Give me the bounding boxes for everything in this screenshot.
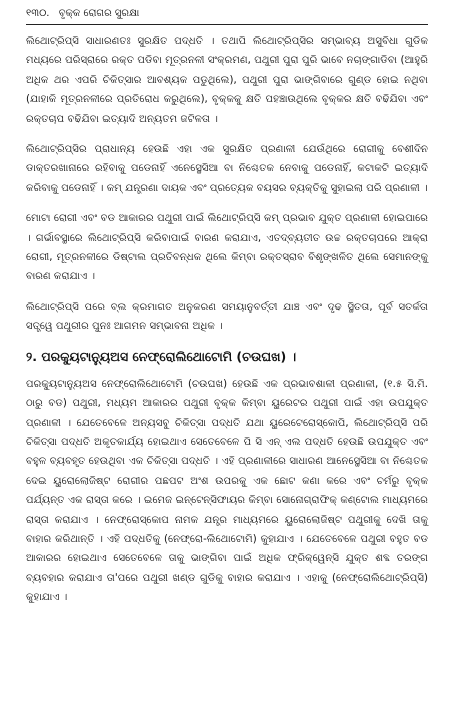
paragraph-recurrence: ଲିଥୋଟ୍ରିପ୍ସି ପରେ ବ୍ଲ କ୍ରମାଗତ ଅନୁକରଣ ସମୟାନୁବର୍ତ୍ତୀ ଯାଞ୍ଚ ଏବଂ ଦୃଢ ସ୍ଥିତତା, ପୂର୍ବ ସତର୍କତା ସତ୍ତ୍ୱେ ପଥୁରୀର ପୁନଃ ଆଗମନ ସମ୍ଭାବନା ଅଧିକ । xyxy=(26,301,428,333)
running-header xyxy=(26,7,428,21)
page-number: ୧୩୦. xyxy=(26,8,50,19)
section-heading: ୨. ପରକ୍ୟୁଟାନ୍ୟୁଅସ ନେଫ୍ରୋଲିଥୋଟୋମି (ଚଉଘଖ) । xyxy=(26,348,297,364)
header-divider xyxy=(26,24,428,25)
paragraph-complications: ଲିଥୋଟ୍ରିପ୍ସି ସାଧାରଣତଃ ସୁରକ୍ଷିତ ପଦ୍ଧତି । ତଥାପି ଲିଥୋଟ୍ରିପ୍ସିର ସମ୍ଭାବ୍ୟ ଅସୁବିଧା ଗୁଡିକ ମଧ୍ୟରେ ପରିସ୍ରାରେ ରକ୍ତ ପଡିବା ମୂତ୍ରନଳୀ ସଂକ୍ରମଣ, ପଥୁରୀ ପୁରା ପୁରି ଭାବେ ନଚାଙ୍ଗାଡିବା (ଆହୁରି ଅଧିକ ଥର ଏପରି ଚିକିତ୍ସାର ଆବଶ୍ୟକ ପଡୁଥିଲେ), ପଥୁରୀ ପୁରା ଭାଙ୍ଗିବାରେ ଗୁଣ୍ଡ ହୋଇ ନଥିବା (ଯାହାକି ମୂତ୍ରନଳୀରେ ପ୍ରତିରୋଧ କରୁଥିଲେ), ବୃକ୍କକୁ କ୍ଷତି ପହଞ୍ଚାଉଥିଲେ ବୃକ୍କର କ୍ଷତି ବଢିଯିବା ଏବଂ ରକ୍ତଚାପ ବଢିଯିବା ଇତ୍ୟାଦି ଅନ୍ୟତମ ଜଟିଳତା । xyxy=(26,36,428,125)
paragraph-contraindications: ମୋଟା ରୋଗୀ ଏବଂ ବଡ ଆକାରର ପଥୁରୀ ପାଇଁ ଲିଥୋଟ୍ରିପ୍ସି କମ୍ ପ୍ରଭାବ ଯୁକ୍ତ ପ୍ରଣାଳୀ ହୋଇପାରେ । ଗର୍ଭାବସ୍ଥାରେ ଲିଥୋଟ୍ରିପ୍ସି କରିବାପାଇଁ ବାରଣ କରାଯାଏ, ଏତଦ୍ବ୍ୟତୀତ ଉଚ୍ଚ ରକ୍ତଚାପରେ ଆକ୍ରା ରୋଗୀ, ମୂତ୍ରନଳୀରେ ଡିଷ୍ଟାଲ ପ୍ରତିବନ୍ଧକ ଥିଲେ କିମ୍ବା ରକ୍ତସ୍ରାବ ବିଶୃଙ୍ଖଳିତ ଥିଲେ ସେମାନଙ୍କୁ ବାରଣ କରାଯାଏ । xyxy=(26,213,428,283)
running-title: ବୃକ୍କ ରୋଗର ସୁରକ୍ଷା xyxy=(58,8,140,19)
paragraph-advantages: ଲିଥୋଟ୍ରିପ୍ସିର ପ୍ରାଧାନ୍ୟ ହେଉଛି ଏହା ଏକ ସୁରକ୍ଷିତ ପ୍ରଣାଳୀ ଯେଉଁଥିରେ ରୋଗୀକୁ ବେଶୀଦିନ ଡାକ୍ତରଖାନାରେ ରହିବାକୁ ପଡେନାହିଁ ଏନେସ୍ଥେସିଆ ବା ନିଶ୍ଚେତକ ନେବାକୁ ପଡେନାହିଁ, କଟାକଟି ଇତ୍ୟାଦି କରିବାକୁ ପଡେନାହିଁ । କମ୍ ଯନ୍ତ୍ରଣା ଦାୟକ ଏବଂ ପ୍ରତ୍ୟେକ ବୟସର ବ୍ୟକ୍ତିକୁ ସୁହାଇଲା ପରି ପ୍ରଣାଳୀ । xyxy=(26,144,428,194)
paragraph-pcnl: ପରକ୍ୟୁଟାନ୍ୟୁଅସ ନେଫ୍ରୋଲିଥୋଟୋମି (ଚଉଘଖ) ହେଉଛି ଏକ ପ୍ରଭାବଶାଳୀ ପ୍ରଣାଳୀ, (୧.୫ ସି.ମି. ଠାରୁ ବଡ) ପଥୁରୀ, ମଧ୍ୟମ ଆକାରର ପଥୁରୀ ବୃକ୍କ କିମ୍ବା ୟୁରେଟର ପଥୁରୀ ପାଇଁ ଏହା ଉପଯୁକ୍ତ ପ୍ରଣାଳୀ । ଯେତେବେଳେ ଅନ୍ୟସବୁ ଚିକିତ୍ସା ପଦ୍ଧତି ଯଥା ୟୁରେଟେରୋସ୍କୋପି, ଲିଥୋଟ୍ରିପ୍ସି ପରି ଚିକିତ୍ସା ପଦ୍ଧତି ଅକୃତକାର୍ଯ୍ୟ ହୋଇଥାଏ ସେତେବେଳେ ପି ସି ଏନ୍ ଏଲ ପଦ୍ଧତି ହେଉଛି ଉପଯୁକ୍ତ ଏବଂ ବହୁଳ ବ୍ୟବହୃତ ହେଉଥିବା ଏକ ଚିକିତ୍ସା ପଦ୍ଧତି । ଏହି ପ୍ରଣାଳୀରେ ସାଧାରଣ ଆନେସ୍ଥେସିଆ ବା ନିଶ୍ଚେତକ ଦେଇ ୟୁରୋଲୋଜିଷ୍ଟ ରୋଗୀର ପଛପଟ ଅଂଶ ଉପରକୁ ଏକ ଛୋଟ କଣା କରେ ଏବଂ ଚର୍ମରୁ ବୃକ୍କ ପର୍ଯ୍ୟନ୍ତ ଏକ ରାସ୍ତା କରେ । ଇମେଜ ଇନ୍ଟେନ୍ସିଫାୟର କିମ୍ବା ସୋନୋଗ୍ରାଫିକ୍ କଣ୍ଟୋଲ ମାଧ୍ୟମରେ ରାସ୍ତା କରାଯାଏ । ନେଫ୍ରୋସ୍କୋପ ନାମକ ଯନ୍ତ୍ର ମାଧ୍ୟମରେ ୟୁରୋଲୋଜିଷ୍ଟ ପଥୁରୀକୁ ଦେଖି ତାକୁ ବାହାର କରିଥାନ୍ତି । ଏହି ପଦ୍ଧତିକୁ (ନେଫ୍ରୋ-ଲିଥୋଟୋମି) କୁହାଯାଏ । ଯେତେବେଳେ ପଥୁରୀ ବହୁତ ବଡ ଆକାରର ହୋଇଥାଏ ସେତେବେଳେ ତାକୁ ଭାଙ୍ଗିବା ପାଇଁ ଅଧିକ ଫ୍ରିକ୍ୱେନ୍ସି ଯୁକ୍ତ ଶବ୍ଦ ତରଙ୍ଗ ବ୍ୟବହାର କରାଯାଏ ତା'ପରେ ପଥୁରୀ ଖଣ୍ଡ ଗୁଡିକୁ ବାହାର କରାଯାଏ । ଏହାକୁ (ନେଫ୍ରୋଲିଥୋଟ୍ରିପ୍ସି) କୁହାଯାଏ । xyxy=(26,378,428,604)
